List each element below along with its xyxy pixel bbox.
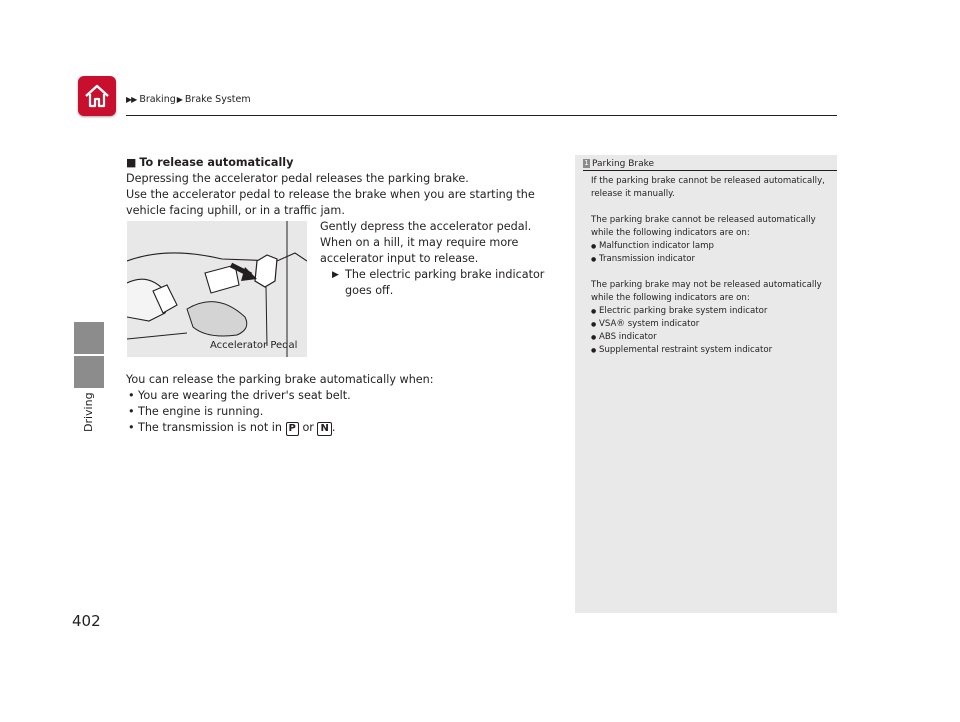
accelerator-pedal-illustration [127,221,307,357]
note-title: 1 Parking Brake [584,159,655,169]
section-heading: ■ To release automatically [126,156,294,169]
conditions-block [126,372,566,436]
breadcrumb-arrow-icon: ▶ [176,95,183,104]
section-tab-marker [74,322,104,354]
home-button[interactable] [78,76,116,116]
paragraph: Depressing the accelerator pedal releases the parking brake. [126,172,469,185]
note-list-item: ● Transmission indicator [591,253,831,266]
step-text: When on a hill, it may require more accelerator input to release. [320,236,519,265]
page-number: 402 [72,612,101,630]
main-content [126,155,566,219]
note-divider [583,170,837,171]
note-list-item: ● ABS indicator [591,331,831,344]
breadcrumb-link-braking[interactable]: Braking [139,94,176,105]
breadcrumb [126,94,251,105]
gear-p-key: P [286,422,299,436]
note-paragraph: The parking brake may not be released automatically while the following indicators are on: [591,280,822,303]
breadcrumb-current: Brake System [184,94,251,105]
paragraph: Use the accelerator pedal to release the brake when you are starting the vehicle facing uphill, or in a traffic jam. [126,188,535,217]
breadcrumb-arrow-icon: ▶▶ [126,95,137,104]
header-divider [126,115,837,116]
step-result: ▶ The electric parking brake indicator goes off. [332,268,545,297]
instruction-steps [320,219,570,299]
step-text: Gently depress the accelerator pedal. [320,220,532,233]
list-item: • The transmission is not in P or N . [126,420,566,436]
note-body [591,175,831,357]
note-list-item: ● Electric parking brake system indicator [591,305,831,318]
list-item: • The engine is running. [126,404,566,420]
result-arrow-icon: ▶ [332,270,339,280]
pedal-drawing [127,221,307,357]
note-list-item: ● Malfunction indicator lamp [591,240,831,253]
note-list-item: ● VSA® system indicator [591,318,831,331]
note-paragraph: The parking brake cannot be released automatically while the following indicators are on: [591,215,816,238]
section-label: Driving [82,392,95,432]
gear-n-key: N [317,422,331,436]
list-item: • You are wearing the driver's seat belt. [126,388,566,404]
heading-square-icon: ■ [126,156,137,169]
section-tab-marker [74,356,104,388]
home-icon [82,81,112,111]
illustration-caption: Accelerator Pedal [210,340,298,351]
note-list-item: ● Supplemental restraint system indicator [591,344,831,357]
conditions-intro: You can release the parking brake automatically when: [126,373,434,386]
note-marker-icon: 1 [584,159,589,167]
note-paragraph: If the parking brake cannot be released automatically, release it manually. [591,176,825,199]
note-sidebar [575,155,837,613]
